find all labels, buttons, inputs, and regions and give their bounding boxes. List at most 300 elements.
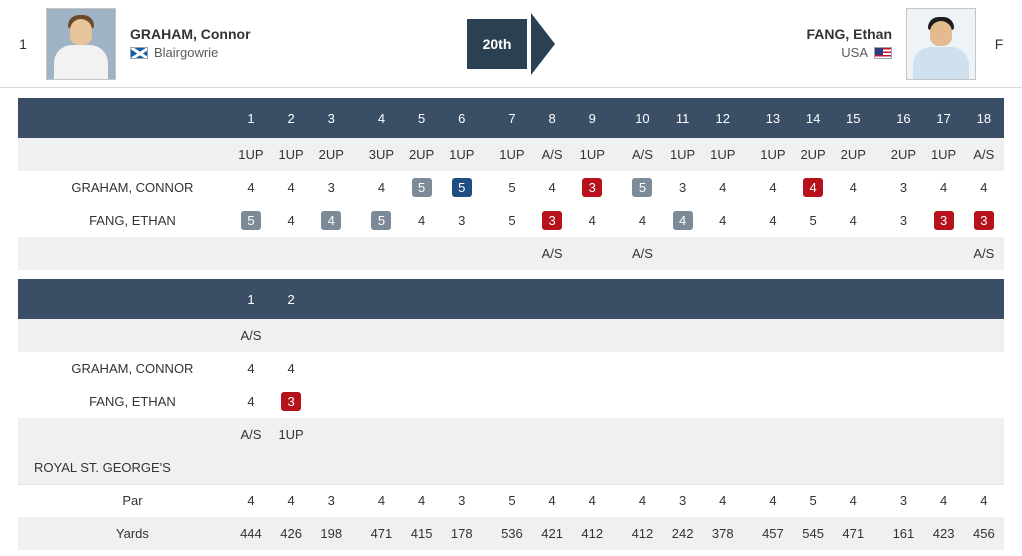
separator — [18, 270, 1004, 279]
score-chip: 5 — [412, 178, 432, 197]
spacer — [612, 98, 622, 138]
playoff-running-status — [311, 319, 351, 352]
playoff-player2-score — [793, 385, 833, 418]
spacer — [482, 319, 492, 352]
playoff-player1-score — [833, 352, 873, 385]
playoff-running-status — [793, 319, 833, 352]
spacer — [612, 279, 622, 319]
match-status-letter: F — [994, 35, 1004, 52]
playoff-hole-number — [964, 279, 1004, 319]
hole-number: 7 — [508, 110, 516, 126]
spacer — [743, 204, 753, 237]
par-value: 4 — [532, 484, 572, 517]
playoff-player1-score — [442, 352, 482, 385]
playoff-hole-number — [361, 279, 401, 319]
spacer — [873, 204, 883, 237]
hole-number: 10 — [635, 110, 650, 126]
hole-number: 18 — [976, 110, 992, 126]
spacer — [482, 517, 492, 550]
playoff-player1-score — [492, 352, 532, 385]
left-player-name: GRAHAM, Connor — [130, 26, 251, 43]
spacer — [482, 237, 492, 270]
match-status: A/S — [631, 246, 653, 261]
playoff-hole-number — [663, 279, 703, 319]
match-header — [0, 0, 1022, 88]
player1-score: 3 — [899, 180, 908, 195]
hole-number: 11 — [675, 110, 690, 126]
running-status: A/S — [973, 147, 995, 162]
spacer — [873, 237, 883, 270]
playoff-player1-score — [793, 352, 833, 385]
running-status: 1UP — [449, 147, 475, 162]
player1-score — [442, 171, 482, 204]
par-value: 4 — [833, 484, 873, 517]
par-value: 4 — [271, 484, 311, 517]
left-player-photo — [46, 8, 116, 80]
playoff-running-status — [492, 319, 532, 352]
playoff-player2-score — [703, 385, 743, 418]
player2-score: 3 — [899, 213, 908, 228]
match-status — [572, 237, 612, 270]
running-status: 1UP — [930, 147, 957, 162]
spacer — [351, 484, 361, 517]
right-player-photo — [906, 8, 976, 80]
playoff-match-status — [361, 418, 401, 451]
playoff-match-status — [442, 418, 482, 451]
playoff-running-status: A/S — [240, 328, 262, 343]
spacer — [482, 279, 492, 319]
spacer — [743, 138, 753, 171]
playoff-match-status — [402, 418, 442, 451]
spacer — [743, 517, 753, 550]
playoff-hole-number — [622, 279, 662, 319]
playoff-player1-score-row — [18, 352, 1004, 385]
player2-score: 3 — [458, 213, 466, 228]
score-chip: 3 — [582, 178, 602, 197]
playoff-player2-score — [311, 385, 351, 418]
spacer — [612, 319, 622, 352]
spacer — [612, 517, 622, 550]
match-status — [793, 237, 833, 270]
yards-value: 178 — [442, 517, 482, 550]
hole-number: 1 — [247, 110, 255, 126]
playoff-player1-score — [361, 352, 401, 385]
playoff-running-status — [703, 319, 743, 352]
spacer — [351, 138, 361, 171]
playoff-player1-score: 4 — [247, 361, 255, 376]
running-status: A/S — [541, 147, 563, 162]
spacer — [873, 98, 883, 138]
player1-score: 4 — [769, 180, 777, 195]
spacer — [743, 352, 753, 385]
hole-number: 12 — [715, 110, 730, 126]
player2-score — [231, 204, 271, 237]
yards-value: 161 — [883, 517, 923, 550]
player1-score: 3 — [678, 180, 687, 195]
course-name-row — [18, 451, 1004, 484]
playoff-player2-name: FANG, ETHAN — [89, 394, 176, 409]
section-separator — [18, 270, 1004, 279]
playoff-player1-score — [703, 352, 743, 385]
score-chip: 3 — [934, 211, 954, 230]
score-chip: 3 — [974, 211, 994, 230]
player2-score: 4 — [417, 213, 426, 228]
playoff-player2-score: 4 — [247, 394, 255, 409]
playoff-match-status — [492, 418, 532, 451]
par-label: Par — [18, 484, 231, 517]
running-status: 2UP — [408, 147, 435, 162]
yards-value: 545 — [793, 517, 833, 550]
playoff-match-status — [883, 418, 923, 451]
playoff-player2-score — [753, 385, 793, 418]
spacer — [873, 138, 883, 171]
par-value: 3 — [442, 484, 482, 517]
score-chip: 5 — [371, 211, 391, 230]
spacer — [482, 138, 492, 171]
spacer — [612, 484, 622, 517]
left-player-club: Blairgowrie — [154, 45, 219, 61]
yards-value: 378 — [703, 517, 743, 550]
match-status — [753, 237, 793, 270]
playoff-match-status — [532, 418, 572, 451]
player2-score: 5 — [508, 213, 516, 228]
player1-score — [622, 171, 662, 204]
playoff-hole-number: 2 — [287, 291, 295, 307]
playoff-hole-number — [883, 279, 923, 319]
spacer — [351, 204, 361, 237]
player2-score: 4 — [588, 213, 596, 228]
playoff-player2-score — [442, 385, 482, 418]
playoff-player1-score — [753, 352, 793, 385]
spacer — [612, 418, 622, 451]
right-player-info — [806, 25, 892, 61]
player2-score — [361, 204, 401, 237]
scorecard-wrap — [0, 88, 1022, 550]
playoff-running-status — [883, 319, 923, 352]
par-value: 3 — [311, 484, 351, 517]
spacer — [612, 138, 622, 171]
playoff-match-status: A/S — [240, 427, 262, 442]
spacer — [612, 171, 622, 204]
playoff-match-status — [622, 418, 662, 451]
player1-score — [572, 171, 612, 204]
player1-score: 4 — [287, 180, 295, 195]
running-status: 1UP — [710, 147, 736, 162]
match-status — [492, 237, 532, 270]
player2-score-row — [18, 204, 1004, 237]
playoff-running-status — [532, 319, 572, 352]
player1-score: 4 — [980, 180, 988, 195]
playoff-player1-score — [663, 352, 703, 385]
score-chip: 4 — [803, 178, 823, 197]
spacer — [873, 418, 883, 451]
spacer — [743, 279, 753, 319]
hole-number: 2 — [287, 110, 295, 126]
playoff-player2-score — [964, 385, 1004, 418]
playoff-player1-score — [311, 352, 351, 385]
spacer — [743, 98, 753, 138]
running-status: 2UP — [800, 147, 826, 162]
score-chip: 5 — [241, 211, 261, 230]
hole-number: 13 — [765, 110, 781, 126]
player2-score — [924, 204, 964, 237]
spacer — [873, 279, 883, 319]
spacer — [873, 319, 883, 352]
player2-score: 4 — [769, 213, 777, 228]
par-value: 4 — [964, 484, 1004, 517]
hole-arrow-icon — [531, 13, 555, 75]
player2-name: FANG, ETHAN — [89, 213, 176, 228]
current-hole-label: 20th — [467, 19, 528, 69]
yards-value: 412 — [572, 517, 612, 550]
player1-score: 4 — [939, 180, 948, 195]
hole-number: 6 — [458, 110, 466, 126]
playoff-player2-score — [361, 385, 401, 418]
running-status: 1UP — [238, 147, 264, 162]
spacer — [351, 352, 361, 385]
par-value: 4 — [924, 484, 964, 517]
playoff-running-status — [271, 319, 311, 352]
running-status: 3UP — [368, 147, 395, 162]
playoff-hole-number — [703, 279, 743, 319]
hole-number: 8 — [548, 110, 556, 126]
playoff-player2-score — [924, 385, 964, 418]
yards-value: 456 — [964, 517, 1004, 550]
player2-score: 4 — [849, 213, 857, 228]
yards-value: 536 — [492, 517, 532, 550]
playoff-running-status — [442, 319, 482, 352]
playoff-match-status: 1UP — [278, 427, 304, 442]
playoff-running-status-row — [18, 319, 1004, 352]
playoff-running-status — [402, 319, 442, 352]
playoff-player1-score — [402, 352, 442, 385]
playoff-running-status — [964, 319, 1004, 352]
playoff-running-status — [361, 319, 401, 352]
yards-value: 471 — [833, 517, 873, 550]
playoff-player1-score — [532, 352, 572, 385]
current-hole-block — [441, 0, 581, 87]
right-player-club: USA — [841, 45, 868, 61]
playoff-match-status — [924, 418, 964, 451]
player1-score-row — [18, 171, 1004, 204]
par-value: 4 — [622, 484, 662, 517]
playoff-player2-score — [572, 385, 612, 418]
spacer — [482, 352, 492, 385]
match-status — [231, 237, 271, 270]
par-value: 4 — [402, 484, 442, 517]
player2-score: 5 — [809, 213, 817, 228]
spacer — [351, 279, 361, 319]
playoff-hole-number — [572, 279, 612, 319]
spacer — [873, 171, 883, 204]
playoff-match-status — [703, 418, 743, 451]
right-player-block — [581, 0, 1022, 87]
playoff-running-status — [572, 319, 612, 352]
match-status — [883, 237, 923, 270]
playoff-match-status — [572, 418, 612, 451]
par-value: 3 — [663, 484, 703, 517]
spacer — [482, 385, 492, 418]
playoff-player1-score: 4 — [287, 361, 295, 376]
player1-score: 5 — [508, 180, 516, 195]
running-status: 1UP — [278, 147, 304, 162]
player2-score — [964, 204, 1004, 237]
playoff-running-status — [753, 319, 793, 352]
playoff-player1-score — [964, 352, 1004, 385]
spacer — [612, 237, 622, 270]
player1-score: 4 — [377, 180, 386, 195]
playoff-running-status — [622, 319, 662, 352]
playoff-match-status — [663, 418, 703, 451]
hole-number-header-row — [18, 98, 1004, 138]
hole-number: 14 — [805, 110, 821, 126]
spacer — [482, 204, 492, 237]
player1-score — [793, 171, 833, 204]
player1-score — [402, 171, 442, 204]
par-value: 4 — [572, 484, 612, 517]
spacer — [612, 204, 622, 237]
spacer — [351, 517, 361, 550]
playoff-player1-score — [924, 352, 964, 385]
match-status — [442, 237, 482, 270]
running-status: 2UP — [318, 147, 344, 162]
running-status: 2UP — [840, 147, 866, 162]
player2-score — [663, 204, 703, 237]
playoff-player2-score — [271, 385, 311, 418]
playoff-running-status — [833, 319, 873, 352]
scorecard-table — [18, 98, 1004, 550]
playoff-player2-score — [492, 385, 532, 418]
playoff-hole-header-row — [18, 279, 1004, 319]
spacer — [873, 484, 883, 517]
playoff-player1-score — [883, 352, 923, 385]
playoff-running-status — [663, 319, 703, 352]
status-row-label — [18, 138, 231, 171]
player1-score: 4 — [849, 180, 857, 195]
score-chip: 4 — [321, 211, 341, 230]
par-value: 4 — [703, 484, 743, 517]
yards-value: 421 — [532, 517, 572, 550]
playoff-hole-number — [793, 279, 833, 319]
spacer — [743, 385, 753, 418]
score-chip: 3 — [542, 211, 562, 230]
playoff-match-status-row — [18, 418, 1004, 451]
playoff-player2-score — [402, 385, 442, 418]
playoff-match-status — [753, 418, 793, 451]
yards-value: 423 — [924, 517, 964, 550]
score-chip: 5 — [452, 178, 472, 197]
spacer — [351, 418, 361, 451]
yards-value: 426 — [271, 517, 311, 550]
hole-number: 4 — [377, 110, 386, 126]
player1-score: 4 — [247, 180, 255, 195]
hole-number: 3 — [327, 110, 335, 126]
player2-score: 4 — [287, 213, 295, 228]
playoff-player2-score — [883, 385, 923, 418]
playoff-running-status — [924, 319, 964, 352]
spacer — [482, 418, 492, 451]
yards-value: 457 — [753, 517, 793, 550]
left-player-block — [0, 0, 441, 87]
spacer — [873, 517, 883, 550]
hole-number: 16 — [896, 110, 911, 126]
left-player-club-row — [130, 44, 251, 62]
spacer — [351, 98, 361, 138]
match-number: 1 — [19, 35, 27, 52]
player2-score — [311, 204, 351, 237]
hole-number: 17 — [936, 110, 951, 126]
spacer — [873, 385, 883, 418]
playoff-player2-score-row — [18, 385, 1004, 418]
player2-score: 4 — [719, 213, 727, 228]
playoff-hole-number — [753, 279, 793, 319]
scotland-flag-icon — [130, 47, 148, 59]
playoff-status-footer-label — [18, 418, 231, 451]
player1-score: 4 — [719, 180, 727, 195]
playoff-player2-score — [532, 385, 572, 418]
spacer — [612, 385, 622, 418]
playoff-player1-score — [572, 352, 612, 385]
par-value: 5 — [793, 484, 833, 517]
playoff-hole-number — [833, 279, 873, 319]
playoff-hole-number: 1 — [247, 291, 255, 307]
running-status: 1UP — [499, 147, 525, 162]
spacer — [482, 484, 492, 517]
playoff-header-spacer — [18, 279, 231, 319]
player1-score: 3 — [327, 180, 335, 195]
match-status — [311, 237, 351, 270]
running-status: 1UP — [760, 147, 786, 162]
playoff-hole-number — [492, 279, 532, 319]
yards-row — [18, 517, 1004, 550]
yards-value: 415 — [402, 517, 442, 550]
header-spacer — [18, 98, 231, 138]
spacer — [482, 171, 492, 204]
par-row — [18, 484, 1004, 517]
playoff-match-status — [793, 418, 833, 451]
spacer — [612, 352, 622, 385]
playoff-player2-score — [622, 385, 662, 418]
spacer — [743, 484, 753, 517]
playoff-player1-name: GRAHAM, CONNOR — [71, 361, 194, 376]
playoff-player2-score — [833, 385, 873, 418]
match-status — [402, 237, 442, 270]
spacer — [743, 319, 753, 352]
course-name: ROYAL ST. GEORGE'S — [18, 451, 1004, 484]
spacer — [873, 352, 883, 385]
match-status-row — [18, 237, 1004, 270]
yards-value: 198 — [311, 517, 351, 550]
usa-flag-icon — [874, 47, 892, 59]
par-value: 4 — [231, 484, 271, 517]
playoff-player2-score — [663, 385, 703, 418]
player1-score: 4 — [548, 180, 556, 195]
playoff-hole-number — [442, 279, 482, 319]
par-value: 3 — [883, 484, 923, 517]
par-value: 4 — [753, 484, 793, 517]
playoff-hole-number — [311, 279, 351, 319]
yards-label: Yards — [18, 517, 231, 550]
yards-value: 412 — [622, 517, 662, 550]
spacer — [743, 171, 753, 204]
spacer — [743, 237, 753, 270]
playoff-match-status — [833, 418, 873, 451]
playoff-hole-number — [532, 279, 572, 319]
spacer — [743, 418, 753, 451]
hole-number: 15 — [846, 110, 861, 126]
spacer — [351, 319, 361, 352]
left-player-info — [130, 25, 251, 61]
